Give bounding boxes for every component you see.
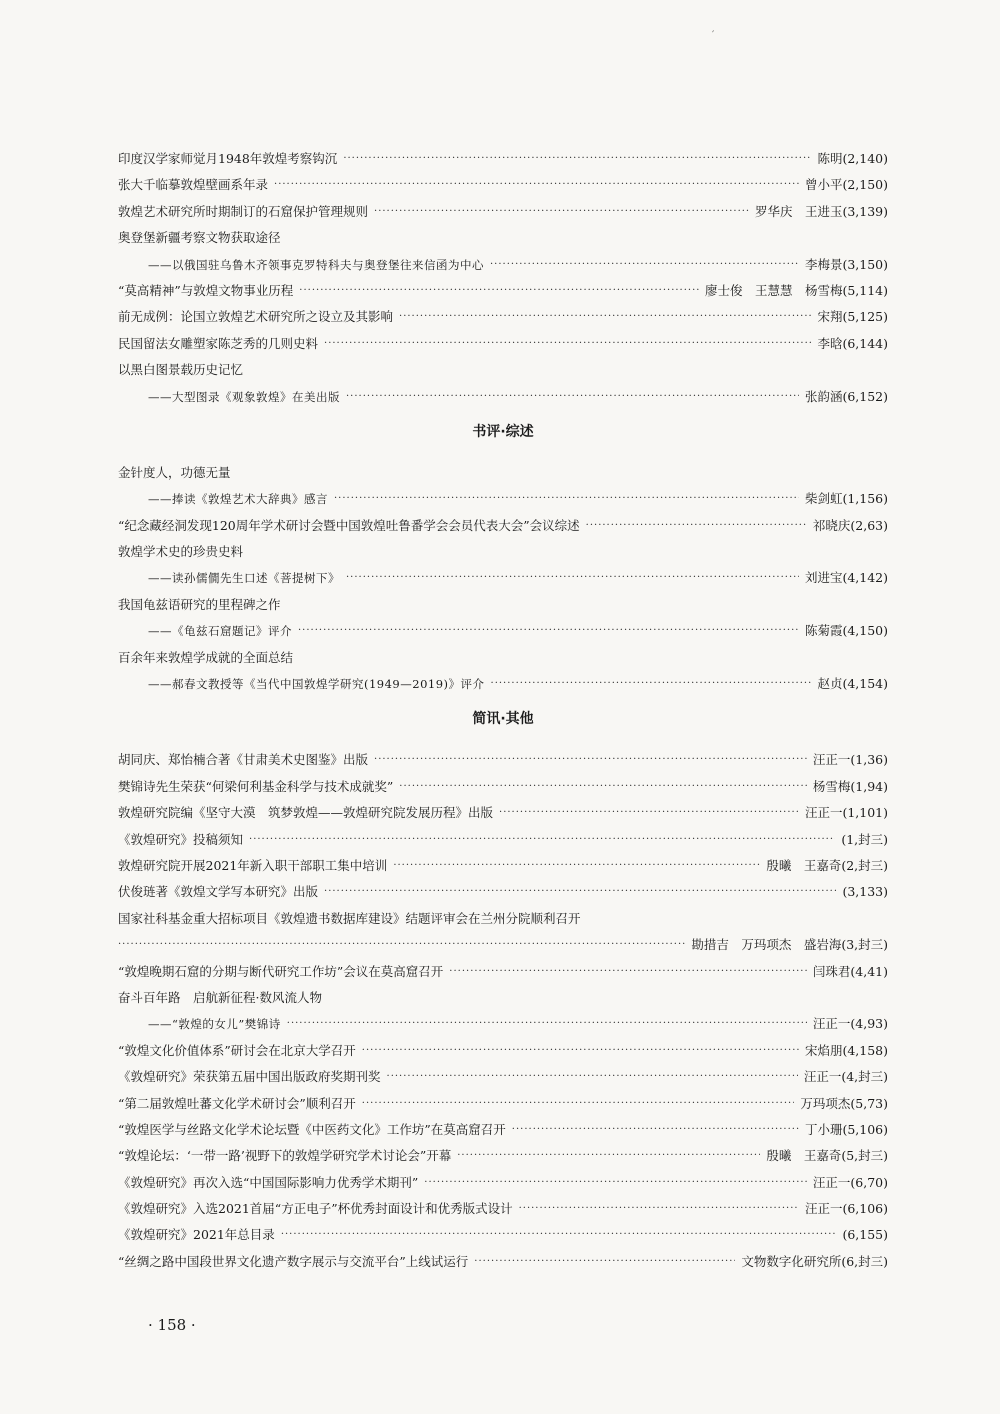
entry-title: ——捧读《敦煌艺术大辞典》感言	[148, 492, 328, 507]
entry-author-ref: 陈菊霞(4,150)	[804, 623, 888, 639]
entry-author-ref: 刘进宝(4,142)	[804, 570, 888, 586]
toc-entry	[118, 331, 888, 357]
toc-entry	[118, 384, 888, 410]
leader-dots	[399, 304, 811, 330]
entry-title: 印度汉学家师觉月1948年敦煌考察钩沉	[118, 151, 338, 166]
toc-entry	[118, 645, 888, 671]
entry-author-ref: 宋翔(5,125)	[817, 309, 888, 325]
toc-entry	[118, 1222, 888, 1248]
entry-author-ref: 汪正一(1,101)	[804, 805, 888, 821]
leader-dots	[490, 252, 799, 278]
toc-entry	[118, 853, 888, 879]
toc-entry	[118, 774, 888, 800]
entry-title: “第二届敦煌吐蕃文化学术研讨会”顺利召开	[118, 1095, 356, 1111]
section-title-review: 书评·综述	[472, 423, 534, 440]
toc-entry	[118, 879, 888, 905]
news-list	[118, 747, 888, 1275]
toc-entry	[118, 513, 888, 539]
leader-dots	[499, 800, 799, 826]
entry-author-ref: 闫珠君(4,41)	[812, 963, 888, 979]
leader-dots	[512, 1117, 799, 1143]
entry-title: ——读孙儒僩先生口述《菩提树下》	[148, 571, 340, 586]
toc-entry	[118, 932, 888, 958]
entry-title: 胡同庆、郑怡楠合著《甘肃美术史图鉴》出版	[118, 752, 369, 768]
entry-author-ref: 廖士俊 王慧慧 杨雪梅(5,114)	[704, 282, 888, 298]
leader-dots	[449, 959, 807, 985]
leader-dots	[491, 671, 812, 697]
toc-entry	[118, 1170, 888, 1196]
entry-title: 金针度人，功德无量	[118, 464, 231, 480]
entry-title: 以黑白图景载历史记忆	[118, 362, 244, 378]
leader-dots	[457, 1143, 760, 1169]
toc-entry	[118, 357, 888, 383]
leader-dots	[249, 827, 835, 853]
entry-title: 敦煌艺术研究所时期制订的石窟保护管理规则	[118, 203, 369, 219]
entry-title: 《敦煌研究》2021年总目录	[118, 1227, 275, 1243]
toc-entry	[118, 1011, 888, 1037]
entry-title: “纪念藏经洞发现120周年学术研讨会暨中国敦煌吐鲁番学会会员代表大会”会议综述	[118, 517, 580, 533]
toc-entry	[118, 959, 888, 985]
entry-title: “敦煌医学与丝路文化学术论坛暨《中医药文化》工作坊”在莫高窟召开	[118, 1121, 506, 1137]
entry-title: “敦煌晚期石窟的分期与断代研究工作坊”会议在莫高窟召开	[118, 963, 444, 979]
entry-title: 奥登堡新疆考察文物获取途径	[118, 230, 281, 246]
entry-title: ——“敦煌的女儿”樊锦诗	[148, 1017, 281, 1032]
entry-title: 奋斗百年路 启航新征程·数风流人物	[118, 989, 322, 1005]
toc-entry	[118, 827, 888, 853]
entry-title: 敦煌学术史的珍贵史料	[118, 544, 244, 560]
leader-dots	[343, 146, 811, 172]
entry-author-ref: 汪正一(4,93)	[812, 1016, 888, 1032]
leader-dots	[393, 853, 760, 879]
leader-dots	[387, 1064, 798, 1090]
entry-author-ref: 文物数字化研究所(6,封三)	[741, 1253, 888, 1269]
entry-title: 《敦煌研究》投稿须知	[118, 831, 244, 847]
entry-title: 伏俊琏著《敦煌文学写本研究》出版	[118, 884, 319, 900]
leader-dots	[586, 513, 807, 539]
leader-dots	[346, 384, 799, 410]
leader-dots	[281, 1222, 837, 1248]
toc-entry	[118, 486, 888, 512]
entry-title: ——郝春文教授等《当代中国敦煌学研究(1949—2019)》评介	[148, 677, 485, 692]
entry-author-ref: 赵贞(4,154)	[817, 676, 888, 692]
leader-dots	[324, 331, 811, 357]
entry-author-ref: 曾小平(2,150)	[804, 177, 888, 193]
leader-dots	[519, 1196, 799, 1222]
toc-entry	[118, 906, 888, 932]
toc-entry	[118, 1064, 888, 1090]
leader-dots	[362, 1038, 799, 1064]
entry-title: 敦煌研究院开展2021年新入职干部职工集中培训	[118, 857, 388, 873]
review-list	[118, 460, 888, 698]
entry-author-ref: 柴剑虹(1,156)	[804, 491, 888, 507]
entry-author-ref: (1,封三)	[841, 831, 888, 847]
entry-author-ref: 殷曦 王嘉奇(2,封三)	[766, 857, 888, 873]
toc-entry	[118, 304, 888, 330]
toc-entry	[118, 592, 888, 618]
toc-entry	[118, 199, 888, 225]
leader-dots	[118, 932, 685, 958]
toc-entry	[118, 800, 888, 826]
section-title-news: 简讯·其他	[472, 711, 534, 728]
entry-author-ref: 万玛项杰(5,73)	[800, 1095, 888, 1111]
toc-entry	[118, 1117, 888, 1143]
entry-title: 国家社科基金重大招标项目《敦煌遗书数据库建设》结题评审会在兰州分院顺利召开	[118, 910, 581, 926]
entry-author-ref: 丁小珊(5,106)	[804, 1121, 888, 1137]
entry-title: 《敦煌研究》再次入选“中国国际影响力优秀学术期刊”	[118, 1174, 419, 1190]
entry-title: “莫高精神”与敦煌文物事业历程	[118, 282, 294, 298]
entry-author-ref: 罗华庆 王进玉(3,139)	[754, 203, 888, 219]
leader-dots	[334, 486, 799, 512]
entry-author-ref: 李梅景(3,150)	[804, 256, 888, 272]
leader-dots	[374, 199, 749, 225]
entry-title: 前无成例：论国立敦煌艺术研究所之设立及其影响	[118, 309, 394, 325]
entry-title: “丝绸之路中国段世界文化遗产数字展示与交流平台”上线试运行	[118, 1253, 469, 1269]
page-number: · 158 ·	[148, 1316, 196, 1334]
toc-entry	[118, 1091, 888, 1117]
toc-entry	[118, 747, 888, 773]
leader-dots	[298, 618, 799, 644]
entry-author-ref: 宋焰朋(4,158)	[804, 1042, 888, 1058]
toc-entry	[118, 225, 888, 251]
entry-author-ref: 汪正一(1,36)	[812, 752, 888, 768]
toc-entry	[118, 172, 888, 198]
toc-entry	[118, 278, 888, 304]
toc-entry	[118, 671, 888, 697]
entry-author-ref: 汪正一(6,106)	[804, 1201, 888, 1217]
leader-dots	[287, 1011, 807, 1037]
toc-entry	[118, 1249, 888, 1275]
leader-dots	[474, 1249, 735, 1275]
leader-dots	[274, 172, 799, 198]
entry-title: “敦煌论坛：‘一带一路’视野下的敦煌学研究学术讨论会”开幕	[118, 1148, 452, 1164]
entry-title: 我国龟兹语研究的里程碑之作	[118, 596, 281, 612]
entry-title: 敦煌研究院编《坚守大漠 筑梦敦煌——敦煌研究院发展历程》出版	[118, 805, 494, 821]
entry-title: 《敦煌研究》荣获第五届中国出版政府奖期刊奖	[118, 1069, 381, 1085]
toc-entry	[118, 565, 888, 591]
entry-author-ref: (3,133)	[842, 884, 888, 900]
entry-title: ——以俄国驻乌鲁木齐领事克罗特科夫与奥登堡往来信函为中心	[148, 257, 484, 272]
entry-author-ref: 杨雪梅(1,94)	[812, 778, 888, 794]
entry-author-ref: 勘措吉 万玛项杰 盛岩海(3,封三)	[691, 937, 888, 953]
leader-dots	[399, 774, 807, 800]
leader-dots	[324, 879, 836, 905]
toc-entry	[118, 985, 888, 1011]
toc-entry	[118, 618, 888, 644]
toc-entry	[118, 460, 888, 486]
history-list	[118, 146, 888, 410]
leader-dots	[362, 1091, 795, 1117]
entry-author-ref: 祁晓庆(2,63)	[812, 517, 888, 533]
entry-author-ref: 陈明(2,140)	[817, 151, 888, 166]
entry-title: ——大型图录《观象敦煌》在美出版	[148, 389, 340, 404]
entry-author-ref: (6,155)	[842, 1227, 888, 1243]
entry-author-ref: 殷曦 王嘉奇(5,封三)	[766, 1148, 888, 1164]
toc-entry	[118, 1196, 888, 1222]
entry-title: 《敦煌研究》入选2021首届“方正电子”杯优秀封面设计和优秀版式设计	[118, 1201, 513, 1217]
leader-dots	[424, 1170, 807, 1196]
leader-dots	[374, 747, 807, 773]
table-of-contents	[118, 146, 888, 1275]
toc-entry	[118, 1038, 888, 1064]
toc-entry	[118, 1143, 888, 1169]
entry-title: 民国留法女雕塑家陈芝秀的几则史料	[118, 335, 319, 351]
toc-entry	[118, 146, 888, 172]
entry-author-ref: 汪正一(6,70)	[812, 1174, 888, 1190]
entry-author-ref: 李晗(6,144)	[817, 335, 888, 351]
leader-dots	[299, 278, 699, 304]
entry-author-ref: 汪正一(4,封三)	[803, 1069, 888, 1085]
entry-title: 百余年来敦煌学成就的全面总结	[118, 649, 294, 665]
toc-entry	[118, 539, 888, 565]
leader-dots	[346, 565, 799, 591]
entry-author-ref: 张韵涵(6,152)	[804, 388, 888, 404]
entry-title: 樊锦诗先生荣获“何梁何利基金科学与技术成就奖”	[118, 778, 394, 794]
entry-title: ——《龟兹石窟题记》评介	[148, 624, 292, 639]
scan-mark: ′	[712, 30, 715, 41]
entry-title: “敦煌文化价值体系”研讨会在北京大学召开	[118, 1042, 356, 1058]
entry-title: 张大千临摹敦煌壁画系年录	[118, 177, 269, 193]
toc-entry	[118, 252, 888, 278]
